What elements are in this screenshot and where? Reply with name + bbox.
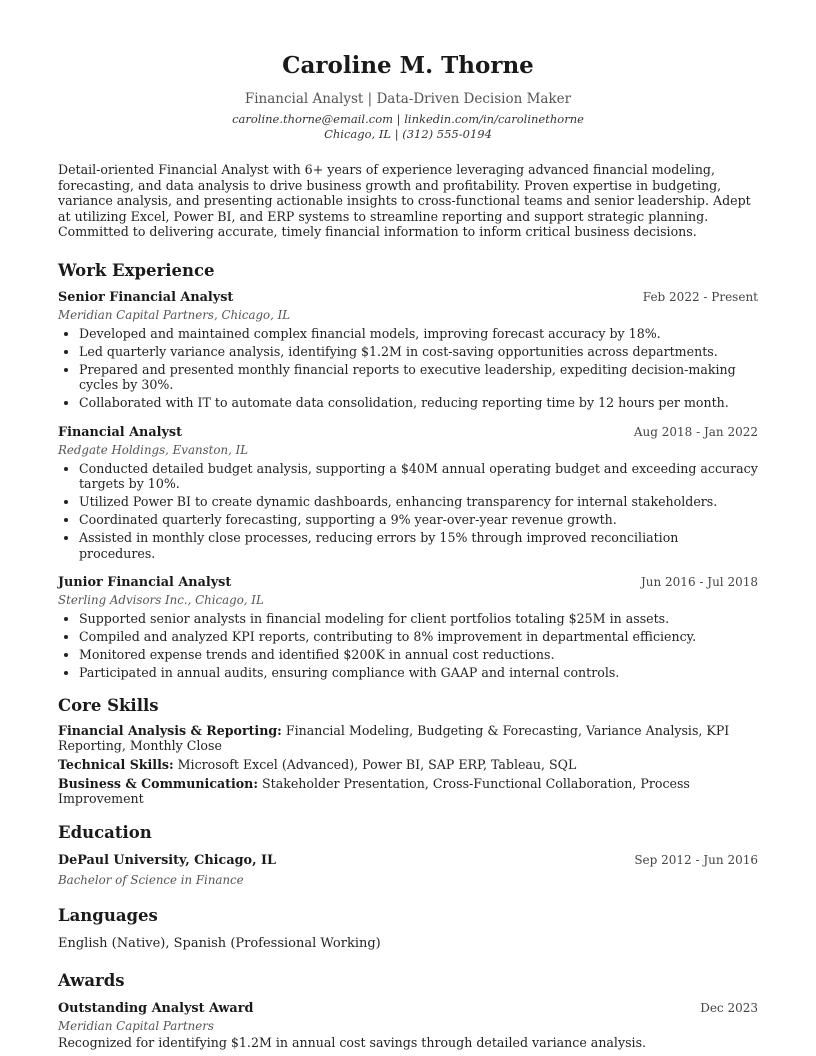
section-title-work-experience: Work Experience <box>58 260 215 280</box>
resume-page <box>58 52 758 1050</box>
award-entry <box>58 999 758 1050</box>
award-organization: Meridian Capital Partners <box>58 1018 214 1033</box>
skill-line <box>58 757 758 772</box>
skill-category: Financial Analysis & Reporting: <box>58 722 282 738</box>
job-bullet: • Utilized Power BI to create dynamic dashboards, enhancing transparency for internal stakeholders. <box>79 494 758 510</box>
job-header <box>58 288 758 307</box>
award-date: Dec 2023 <box>700 1000 758 1015</box>
job-title: Senior Financial Analyst <box>58 289 234 305</box>
job-header <box>58 573 758 592</box>
job-bullet-list <box>58 611 758 681</box>
job-dates: Aug 2018 - Jan 2022 <box>633 424 758 439</box>
job-bullet: • Coordinated quarterly forecasting, supporting a 9% year-over-year revenue growth. <box>79 512 758 528</box>
job-company: Redgate Holdings, Evanston, IL <box>58 442 249 457</box>
job-entry <box>58 288 758 411</box>
skill-line <box>58 723 758 753</box>
section-title-education: Education <box>58 822 152 842</box>
job-dates: Jun 2016 - Jul 2018 <box>640 575 758 589</box>
job-bullet: • Monitored expense trends and identified $200K in annual cost reductions. <box>79 647 758 663</box>
job-bullet-list <box>58 461 758 562</box>
contact-line-email-linkedin: caroline.thorne@email.com | linkedin.com/in/carolinethorne <box>232 112 584 126</box>
job-bullet-list <box>58 326 758 411</box>
job-bullet: • Supported senior analysts in financial modeling for client portfolios totaling $25M in assets. <box>79 611 758 627</box>
candidate-tagline: Financial Analyst | Data-Driven Decision Maker <box>244 91 572 107</box>
skill-values: Financial Modeling, Budgeting & Forecasting, Variance Analysis, KPI Reporting, Monthly Close <box>58 722 730 753</box>
job-title: Junior Financial Analyst <box>58 575 232 590</box>
award-header <box>58 999 758 1018</box>
job-bullet: • Developed and maintained complex financial models, improving forecast accuracy by 18%. <box>79 326 758 342</box>
skills-list <box>58 723 758 806</box>
job-bullet: • Conducted detailed budget analysis, supporting a $40M annual operating budget and exceeding accuracy targets by 10%. <box>79 461 758 492</box>
section-title-languages: Languages <box>58 905 158 925</box>
job-bullet: • Compiled and analyzed KPI reports, contributing to 8% improvement in departmental efficiency. <box>79 629 758 645</box>
education-school: DePaul University, Chicago, IL <box>58 852 276 868</box>
job-title: Financial Analyst <box>58 424 183 440</box>
job-company: Meridian Capital Partners, Chicago, IL <box>58 307 291 322</box>
job-company: Sterling Advisors Inc., Chicago, IL <box>58 593 264 607</box>
skill-category: Technical Skills: <box>58 756 174 772</box>
education-header <box>58 851 758 870</box>
award-title: Outstanding Analyst Award <box>58 1000 254 1016</box>
languages-list: English (Native), Spanish (Professional Working) <box>58 935 381 951</box>
skill-values: Stakeholder Presentation, Cross-Functional Collaboration, Process Improvement <box>58 775 690 806</box>
education-dates: Sep 2012 - Jun 2016 <box>634 852 758 867</box>
professional-summary: Detail-oriented Financial Analyst with 6+ years of experience leveraging advanced financial modeling, forecasting, and data analysis to drive business growth and profitability. Proven expertise in budgeting, variance analysis, and presenting actionable insights to cross-functional teams and senior leadership. Adept at utilizing Excel, Power BI, and ERP systems to streamline reporting and support strategic planning. Committed to delivering accurate, timely financial information to inform critical business decisions. <box>58 162 751 239</box>
job-bullet: • Collaborated with IT to automate data consolidation, reducing reporting time by 12 hours per month. <box>79 395 758 411</box>
skill-line <box>58 776 758 806</box>
section-title-awards: Awards <box>58 970 125 990</box>
job-bullet: • Assisted in monthly close processes, reducing errors by 15% through improved reconciliation procedures. <box>79 530 758 561</box>
section-title-core-skills: Core Skills <box>58 695 159 715</box>
education-entry <box>58 851 758 889</box>
award-description: Recognized for identifying $1.2M in annual cost savings through detailed variance analysis. <box>58 1034 647 1050</box>
skill-category: Business & Communication: <box>58 775 258 791</box>
candidate-name: Caroline M. Thorne <box>282 52 534 79</box>
contact-line-location-phone: Chicago, IL | (312) 555-0194 <box>324 127 492 141</box>
skill-values: Microsoft Excel (Advanced), Power BI, SAP ERP, Tableau, SQL <box>177 756 577 772</box>
job-entry <box>58 423 758 562</box>
job-header <box>58 423 758 442</box>
job-entry <box>58 573 758 681</box>
job-bullet: • Participated in annual audits, ensuring compliance with GAAP and internal controls. <box>79 665 758 681</box>
education-degree: Bachelor of Science in Finance <box>58 872 244 887</box>
job-bullet: • Led quarterly variance analysis, identifying $1.2M in cost-saving opportunities across departments. <box>79 344 758 360</box>
job-bullet: • Prepared and presented monthly financial reports to executive leadership, expediting decision-making cycles by 30%. <box>79 362 758 393</box>
job-dates: Feb 2022 - Present <box>642 289 758 304</box>
